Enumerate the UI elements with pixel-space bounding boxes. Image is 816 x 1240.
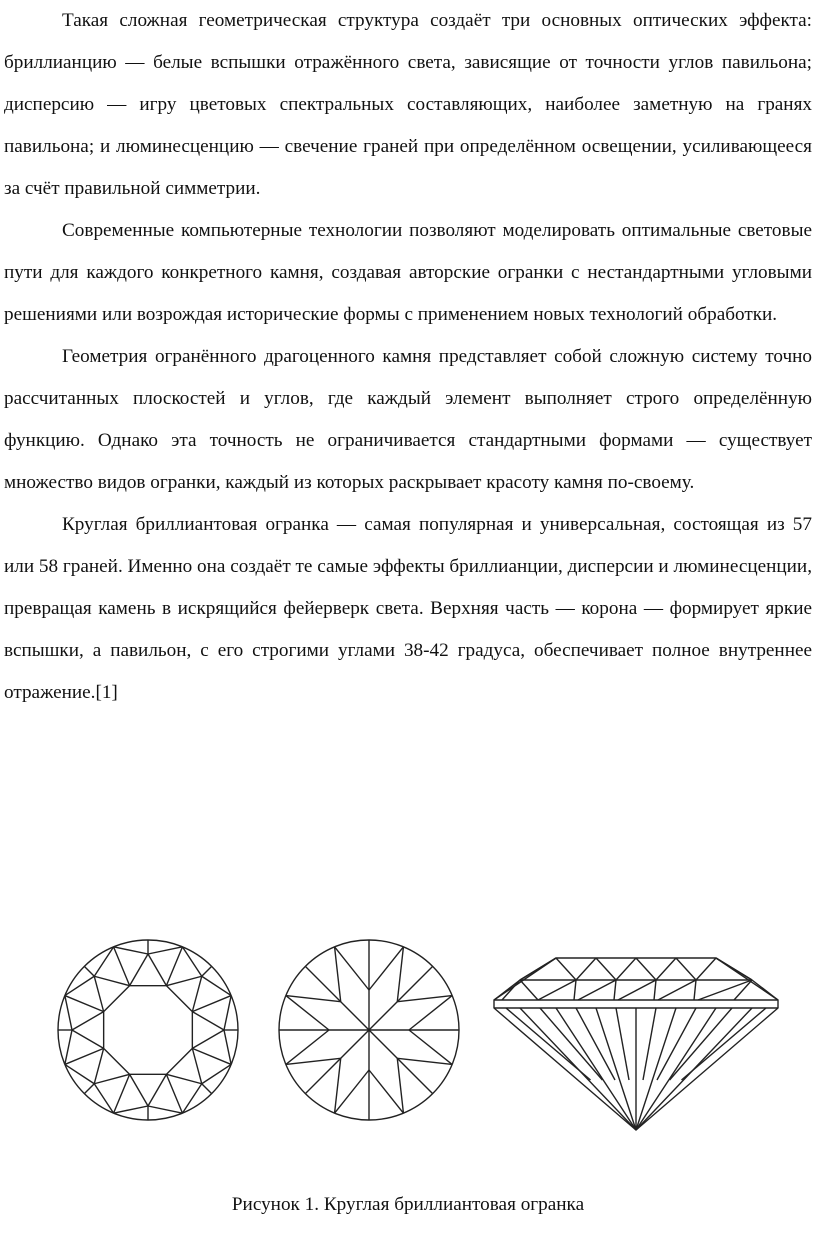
upper-girdle-edge bbox=[65, 1030, 72, 1064]
figure-caption: Рисунок 1. Круглая бриллиантовая огранка bbox=[231, 1194, 585, 1215]
upper-girdle-edge bbox=[654, 980, 656, 1000]
bezel-facet-edge bbox=[84, 966, 94, 976]
bezel-facet-edge bbox=[65, 1048, 104, 1064]
lower-girdle-edge bbox=[286, 996, 329, 1030]
star-facet-edge bbox=[130, 954, 148, 986]
paragraph-3: Геометрия огранённого драгоценного камня представляет собой сложную систему точно рассчитанных плоскостей и углов, где каждый элемент выполняет строго определённую функцию. Однако эта точность не ограничивается стандартными формами — существует множество видов огранки, каждый из которых раскрывает красоту камня по-своему. bbox=[4, 346, 812, 493]
star-facet-edge bbox=[636, 958, 656, 980]
lower-girdle-edge bbox=[540, 1008, 602, 1080]
upper-girdle-edge bbox=[538, 980, 576, 1000]
star-facet-edge bbox=[166, 976, 201, 985]
table-facet bbox=[104, 986, 193, 1075]
star-facet-edge bbox=[192, 1048, 201, 1083]
lower-girdle-edge bbox=[616, 1008, 629, 1080]
lower-girdle-edge bbox=[369, 947, 403, 990]
bezel-facet-edge bbox=[202, 1084, 212, 1094]
pavilion-main-edge bbox=[556, 1008, 636, 1130]
crown-mid-edge bbox=[752, 980, 778, 1000]
upper-girdle-edge bbox=[520, 980, 538, 1000]
upper-girdle-edge bbox=[114, 947, 148, 954]
bezel-facet-edge bbox=[202, 966, 212, 976]
upper-girdle-edge bbox=[618, 980, 656, 1000]
lower-girdle-edge bbox=[397, 1058, 452, 1064]
star-facet-edge bbox=[676, 958, 696, 980]
lower-girdle-edge bbox=[682, 1008, 767, 1080]
star-facet-edge bbox=[556, 958, 576, 980]
lower-girdle-edge bbox=[397, 947, 403, 1002]
star-facet-edge bbox=[656, 958, 676, 980]
lower-girdle-edge bbox=[286, 996, 341, 1002]
star-facet-edge bbox=[94, 1048, 103, 1083]
lower-girdle-edge bbox=[335, 947, 341, 1002]
star-facet-edge bbox=[616, 958, 636, 980]
paragraph-2: Современные компьютерные технологии позволяют моделировать оптимальные световые пути для каждого конкретного камня, создавая авторские огранки с нестандартными угловыми решениями или возрождая исторические формы с применением новых технологий обработки. bbox=[4, 220, 812, 325]
lower-girdle-edge bbox=[670, 1008, 732, 1080]
lower-girdle-edge bbox=[506, 1008, 591, 1080]
bezel-facet-edge bbox=[166, 947, 182, 986]
star-facet-edge bbox=[94, 976, 129, 985]
lower-girdle-edge bbox=[335, 1058, 341, 1113]
lower-girdle-edge bbox=[397, 996, 452, 1002]
star-facet-edge bbox=[72, 1030, 104, 1048]
upper-girdle-edge bbox=[148, 947, 182, 954]
lower-girdle-edge bbox=[286, 1058, 341, 1064]
star-facet-edge bbox=[520, 958, 556, 980]
bezel-facet-edge bbox=[192, 996, 231, 1012]
upper-girdle-edge bbox=[65, 996, 72, 1030]
star-facet-edge bbox=[192, 1030, 224, 1048]
upper-girdle-edge bbox=[148, 1106, 182, 1113]
pavilion-main-edge bbox=[596, 1008, 636, 1130]
star-facet-edge bbox=[166, 1074, 201, 1083]
bezel-facet-edge bbox=[114, 947, 130, 986]
lower-girdle-edge bbox=[409, 996, 452, 1030]
star-facet-edge bbox=[596, 958, 616, 980]
bezel-facet-edge bbox=[192, 1048, 231, 1064]
upper-girdle-edge bbox=[658, 980, 696, 1000]
upper-girdle-edge bbox=[614, 980, 616, 1000]
upper-girdle-edge bbox=[224, 1030, 231, 1064]
upper-girdle-edge bbox=[224, 996, 231, 1030]
star-facet-edge bbox=[130, 1074, 148, 1106]
body-text bbox=[4, 0, 812, 714]
star-facet-edge bbox=[94, 1074, 129, 1083]
upper-girdle-edge bbox=[502, 980, 520, 1000]
bezel-facet-edge bbox=[166, 1074, 182, 1113]
diamond-figure bbox=[0, 930, 816, 1170]
diamond-drawings bbox=[0, 930, 816, 1170]
upper-girdle-edge bbox=[694, 980, 696, 1000]
diamond-crown-top-view bbox=[58, 940, 238, 1120]
paragraph-4: Круглая бриллиантовая огранка — самая популярная и универсальная, состоящая из 57 или 58 граней. Именно она создаёт те самые эффекты бриллианции, дисперсии и люминесценции, превращая камень в искрящийся фейерверк света. Верхняя часть — корона — формирует яркие вспышки, а павильон, с его строгими углами 38-42 градуса, обеспечивает полное внутреннее отражение.[1] bbox=[4, 514, 812, 703]
lower-girdle-edge bbox=[369, 1070, 403, 1113]
lower-girdle-edge bbox=[335, 947, 369, 990]
star-facet-edge bbox=[94, 976, 103, 1011]
upper-girdle-edge bbox=[574, 980, 576, 1000]
star-facet-edge bbox=[192, 976, 201, 1011]
diamond-side-profile bbox=[494, 958, 778, 1130]
pavilion-main-edge bbox=[636, 1008, 716, 1130]
bezel-facet-edge bbox=[114, 1074, 130, 1113]
diamond-pavilion-bottom-view bbox=[279, 940, 459, 1120]
paragraph-1: Такая сложная геометрическая структура создаёт три основных оптических эффекта: бриллианцию — белые вспышки отражённого света, зависящие от точности углов павильона; дисперсию — игру цветовых спектральных составляющих, наиболее заметную на гранях павильона; и люминесценцию — свечение граней при определённом освещении, усиливающееся за счёт правильной симметрии. bbox=[4, 10, 812, 199]
lower-girdle-edge bbox=[409, 1030, 452, 1064]
star-facet-edge bbox=[716, 958, 752, 980]
lower-girdle-edge bbox=[643, 1008, 656, 1080]
star-facet-edge bbox=[148, 1074, 166, 1106]
lower-girdle-edge bbox=[397, 1058, 403, 1113]
upper-girdle-edge bbox=[114, 1106, 148, 1113]
star-facet-edge bbox=[576, 958, 596, 980]
upper-girdle-edge bbox=[578, 980, 616, 1000]
star-facet-edge bbox=[148, 954, 166, 986]
crown-mid-edge bbox=[494, 980, 520, 1000]
bezel-facet-edge bbox=[65, 996, 104, 1012]
star-facet-edge bbox=[72, 1012, 104, 1030]
star-facet-edge bbox=[192, 1012, 224, 1030]
star-facet-edge bbox=[696, 958, 716, 980]
bezel-facet-edge bbox=[84, 1084, 94, 1094]
lower-girdle-edge bbox=[286, 1030, 329, 1064]
pavilion-main-edge bbox=[636, 1008, 676, 1130]
lower-girdle-edge bbox=[335, 1070, 369, 1113]
